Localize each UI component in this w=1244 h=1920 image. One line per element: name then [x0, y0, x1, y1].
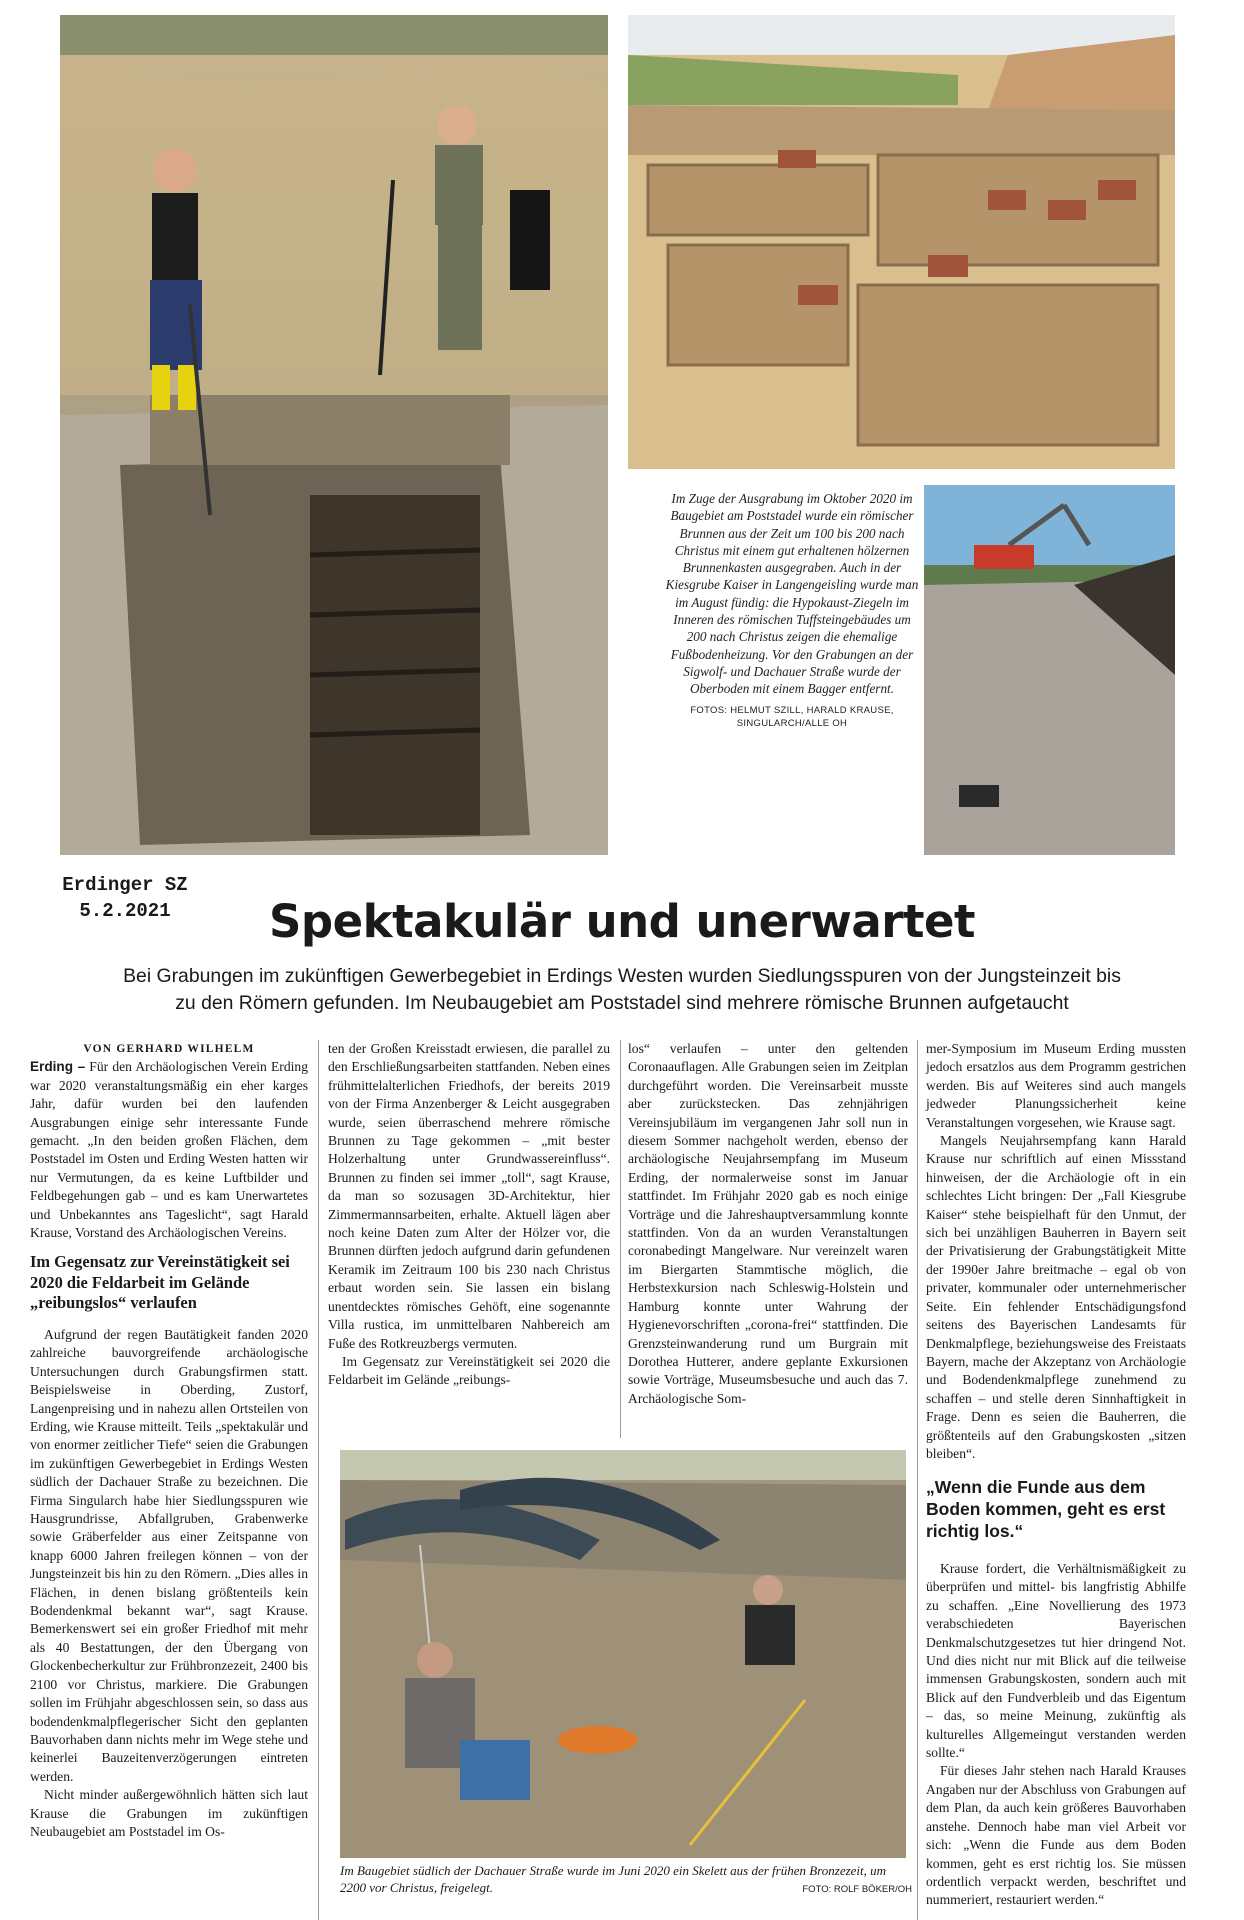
col4-paragraph-3: Krause fordert, die Verhältnismäßigkeit zu überprüfen und mittel- bis langfristig Abhilfe zu schaffen. „Eine Novellierung des 1973 verabschiedeten Bayerischen Denkmalschutzgesetzes tut hier dringend Not. Und dies nicht nur mit Blick auf die teilweise immensen Grabungskosten, sondern auch mit Blick auf den Fundverbleib und das Eigentum – das, so meine Meinung, zukünftig als kulturelles Allgemeingut verstanden werden sollte.“	[926, 1561, 1186, 1761]
stamp-paper: Erdinger SZ	[62, 874, 188, 896]
col4-paragraph-1: mer-Symposium im Museum Erding mussten jedoch ersatzlos aus dem Programm gestrichen werden. Bis auf Weiteres sind auch mangels jedweder Planungssicherheit keine Veranstaltungen vorgesehen, wie Krause sagt.	[926, 1041, 1186, 1130]
col1-paragraph-3: Nicht minder außergewöhnlich hätten sich laut Krause die Grabungen im zukünftigen Neubaugebiet am Poststadel im Os-	[30, 1787, 308, 1839]
subheadline: Bei Grabungen im zukünftigen Gewerbegebiet in Erdings Westen wurden Siedlungsspuren von der Jungsteinzeit bis zu den Römern gefunden. Im Neubaugebiet am Poststadel sind mehrere römische Brunnen aufgetaucht	[123, 965, 1121, 1014]
headline: Spektakulär und unerwartet	[269, 895, 975, 948]
photo-excavator	[924, 485, 1175, 855]
stamp-date: 5.2.2021	[79, 900, 171, 922]
column-rule	[620, 1040, 621, 1438]
byline: VON GERHARD WILHELM	[83, 1043, 255, 1055]
pull-quote: „Wenn die Funde aus dem Boden kommen, geht es erst richtig los.“	[926, 1477, 1166, 1541]
col1-paragraph-2: Aufgrund der regen Bautätigkeit fanden 2020 zahlreiche bauvorgreifende archäologische Untersuchungen durch Grabungsfirmen statt. Beispielsweise in Oberding, Zustorf, Langenpreising und in nahezu allen Ortsteilen von Erding, wie Krause mitteilt. Teils „spektakulär und von enormer zeitlicher Tiefe“ seien die Grabungen im zukünftigen Gewerbegebiet in Erdings Westen südlich der Dachauer Straße zu bezeichnen. Die Firma Singularch habe hier Siedlungsspuren wie Hausgrundrisse, Abfallgruben, Grabenwerke sowie Gräberfelder aus einer Zeitspanne von knapp 6000 Jahren freilegen können – von der Jungsteinzeit bis hin zu den Römern. „Dies alles in Flächen, in denen bislang größtenteils kein Bodendenkmal bekannt war“, sagt Krause. Bemerkenswert sei ein großer Friedhof mit mehr als 40 Bestattungen, der den Übergang von Glockenbecherkultur zur Frühbronzezeit, 2400 bis 2100 vor Christus, markiere. Die Grabungen sollen im Frühjahr abgeschlossen sein, so dass aus bodendenkmalpflegerischer Sicht den geplanten Bauvorhaben dann nichts mehr im Wege stehe und keinerlei Bauzeitenverzögerungen eintreten werden.	[30, 1326, 308, 1784]
photo-skeleton-dig	[340, 1450, 906, 1858]
photo-well-excavation	[60, 15, 608, 855]
col3-paragraph-1: los“ verlaufen – unter den geltenden Coronaauflagen. Alle Grabungen seien im Zeitplan durchgeführt worden. Die Vereinsarbeit musste aber zurückstecken. Das zehnjährigen Vereinsjubiläum im vergangenen Jahr soll nun in diesem Sommer nachgeholt werden, ebenso der archäologische Neujahrsempfang im Museum Erding, der normalerweise sonst im Januar stattfindet. Im Frühjahr 2020 gab es noch einige Vorträge und die Jahreshauptversammlung konnte stattfinden. Von da an wurden Veranstaltungen coronabedingt Mangelware. Nur vereinzelt waren im Biergarten Stammtische möglich, die Herbstexkursion nach Schleswig-Holstein und Hamburg konnte unter Wahrung der Hygienevorschriften „corona-frei“ stattfinden. Die Grenzsteinwanderung rund um Burgrain mit Dorothea Hutterer, andere geplante Exkursionen sowie Vorträge, Museumsbesuche und auch das 7. Archäologische Som-	[628, 1041, 908, 1406]
caption-bottom-credit: FOTO: ROLF BÖKER/OH	[802, 1884, 912, 1896]
col2-paragraph-2: Im Gegensatz zur Vereinstätigkeit sei 2020 die Feldarbeit im Gelände „reibungs-	[328, 1353, 610, 1388]
article-column-4-bottom	[926, 1560, 1186, 1910]
article-column-1	[30, 1040, 308, 1841]
col4-paragraph-4: Für dieses Jahr stehen nach Harald Krauses Angaben nur der Abschluss von Grabungen auf dem Plan, da auch kein größeres Bauvorhaben anstehe. Dennoch habe man viel Arbeit vor sich: „Wenn die Funde aus dem Boden kommen, geht es erst richtig los. Sie müssen ordentlich verpackt werden, beschriftet und nummeriert, restauriert werden.“	[926, 1763, 1186, 1908]
caption-top-text: Im Zuge der Ausgrabung im Oktober 2020 im Baugebiet am Poststadel wurde ein römischer Brunnen aus der Zeit um 100 bis 200 nach Christus mit einem gut erhaltenen hölzernen Brunnenkasten ausgegraben. Auch in der Kiesgrube Kaiser in Langengeisling wurde man im August fündig: die Hypokaust-Ziegeln im Inneren des römischen Tuffsteingebäudes um 200 nach Christus zeigen die ehemalige Fußbodenheizung. Vor den Grabungen an der Sigwolf- und Dachauer Straße wurde der Oberboden mit einem Bagger entfernt.	[665, 491, 919, 697]
article-column-2	[328, 1040, 610, 1390]
photo-hypocaust-ruins	[628, 15, 1175, 469]
column-rule	[318, 1040, 319, 1920]
col1-paragraph-1: Für den Archäologischen Verein Erding war 2020 veranstaltungsmäßig ein eher karges Jahr, dafür wurden bei den laufenden Ausgrabungen einige sehr interessante Funde gemacht. „In den beiden großen Flächen, dem Poststadel im Osten und Erding Westen hatten wir nur Vermutungen, da es keine Luftbilder und Feldbegehungen gab – und es kam Unerwartetes und Unbekanntes ans Tageslicht“, sagt Harald Krause, Vorstand des Archäologischen Vereins.	[30, 1059, 308, 1241]
col2-paragraph-1: ten der Großen Kreisstadt erwiesen, die parallel zu den Erschließungsarbeiten stattfanden. Neben eines frühmittelalterlichen Friedhofs, der bereits 2019 von der Firma Anzenberger & Leicht ausgegraben wurde, seien überraschend mehrere römische Brunnen zu Tage gekommen – „mit bester Holzerhaltung unter Grundwassereinfluss“. Brunnen zu finden sei immer „toll“, sagt Krause, da man so sozusagen 3D-Architektur, hier Zimmermannsarbeiten, erhalte. Aktuell lägen aber noch keine Daten zum Alter der Hölzer vor, die Brunnen dürften jedoch aufgrund darin gefundenen Keramik im Zeitraum 100 bis 230 nach Christus erbaut worden sein. Sie lassen ein bislang unentdecktes römisches Gehöft, eine sogenannte Villa rustica, im unmittelbaren Nahbereich am Fuße des Rotkreuzbergs vermuten.	[328, 1041, 610, 1351]
photo-caption-bottom	[340, 1862, 912, 1899]
col4-paragraph-2: Mangels Neujahrsempfang kann Harald Krause nur schriftlich auf einen Missstand hinweisen, der die Archäologie oft in ein schlechtes Licht bringen: Der „Fall Kiesgrube Kaiser“ stehe beispielhaft für den Unmut, der sich bei unzähligen Bauherren in Bayern seit der Privatisierung der Grabungstätigkeit Mitte der 1990er Jahre breitmache – egal ob von privater, kommunaler oder unternehmerischer Seite. Ein fehlender Entschädigungsfond seitens des Bayerischen Landesamts für Denkmalpflege, beziehungsweise des Freistaats Bayern, mache der Akzeptanz von Archäologie und Bodendenkmalpflege zunehmend zu schaffen – und stelle deren Sinnhaftigkeit in Frage. Denn es seien die Bauherren, die größtenteils auf den Grabungskosten „sitzen bleiben“.	[926, 1133, 1186, 1461]
caption-top-credit: FOTOS: HELMUT SZILL, HARALD KRAUSE, SINGULARCH/ALLE OH	[690, 704, 894, 729]
crosshead: Im Gegensatz zur Vereinstätigkeit sei 2020 die Feldarbeit im Gelände „reibungslos“ verlaufen	[30, 1252, 290, 1313]
article-column-3	[628, 1040, 908, 1408]
column-rule	[917, 1040, 918, 1920]
caption-bottom-text: Im Baugebiet südlich der Dachauer Straße wurde im Juni 2020 ein Skelett aus der frühen Bronzezeit, um 2200 vor Christus, freigelegt.	[340, 1863, 887, 1896]
photo-caption-top	[662, 490, 922, 730]
dateline: Erding –	[30, 1059, 86, 1075]
article-column-4-top	[926, 1040, 1186, 1463]
